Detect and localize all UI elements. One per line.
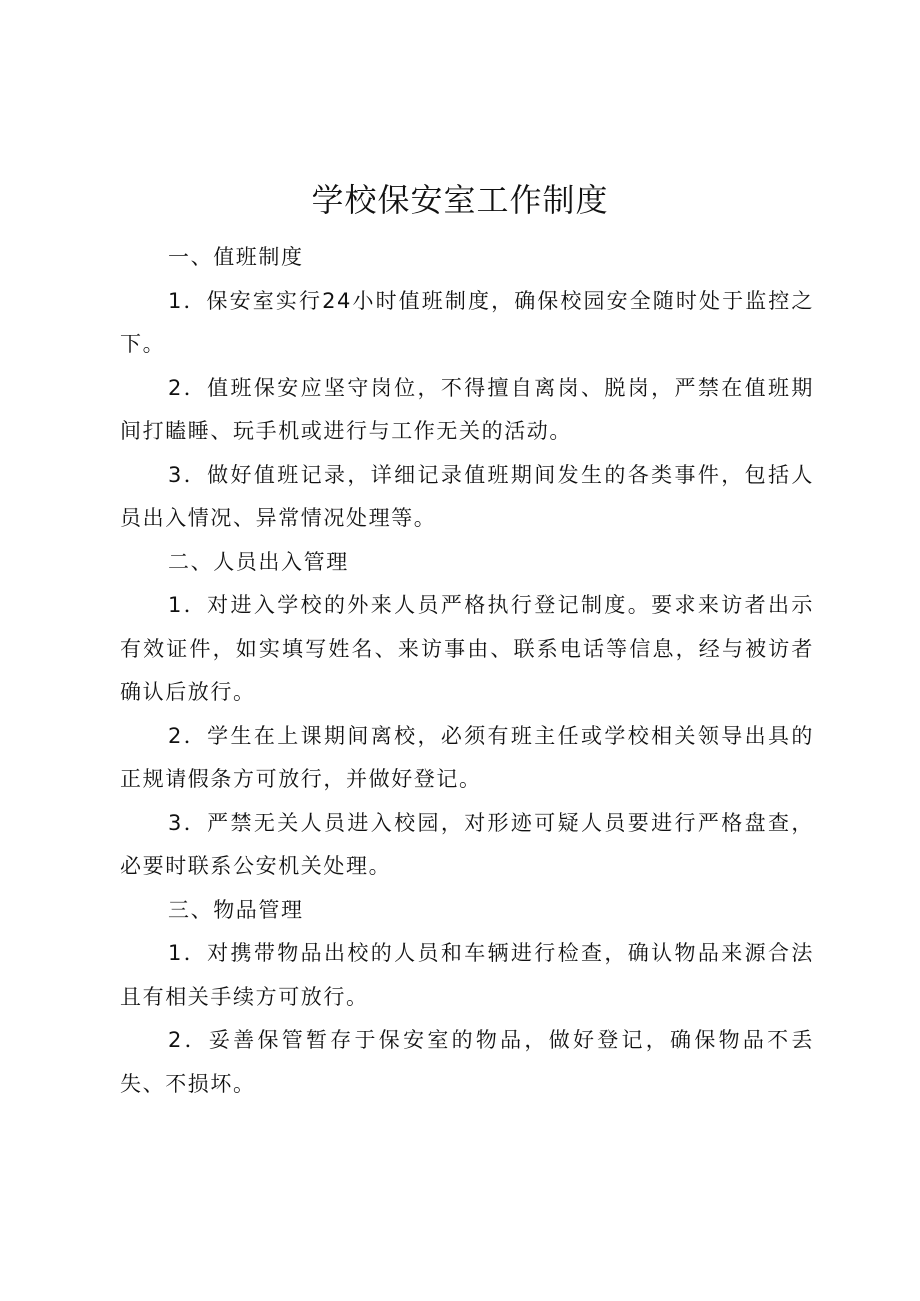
paragraph: 1．对携带物品出校的人员和车辆进行检查，确认物品来源合法且有相关手续方可放行。 xyxy=(120,941,814,1009)
paragraph: 1．对进入学校的外来人员严格执行登记制度。要求来访者出示有效证件，如实填写姓名、来访事由、联系电话等信息，经与被访者确认后放行。 xyxy=(120,593,814,704)
document-body xyxy=(120,236,814,1106)
document-title: 学校保安室工作制度 xyxy=(311,181,609,219)
section-item-management xyxy=(120,889,814,1107)
section-heading: 一、值班制度 xyxy=(168,245,304,269)
paragraph: 3．严禁无关人员进入校园，对形迹可疑人员要进行严格盘查，必要时联系公安机关处理。 xyxy=(120,810,814,878)
section-personnel-access xyxy=(120,541,814,889)
paragraph: 2．学生在上课期间离校，必须有班主任或学校相关领导出具的正规请假条方可放行，并做好登记。 xyxy=(120,723,814,791)
section-heading: 二、人员出入管理 xyxy=(168,549,349,574)
paragraph: 2．妥善保管暂存于保安室的物品，做好登记，确保物品不丢失、不损坏。 xyxy=(120,1028,814,1096)
section-heading: 三、物品管理 xyxy=(168,897,304,922)
paragraph: 1．保安室实行24小时值班制度，确保校园安全随时处于监控之下。 xyxy=(120,288,814,356)
paragraph: 3．做好值班记录，详细记录值班期间发生的各类事件，包括人员出入情况、异常情况处理等。 xyxy=(120,462,814,530)
section-duty xyxy=(120,236,814,541)
paragraph: 2．值班保安应坚守岗位，不得擅自离岗、脱岗，严禁在值班期间打瞌睡、玩手机或进行与工作无关的活动。 xyxy=(120,375,814,443)
